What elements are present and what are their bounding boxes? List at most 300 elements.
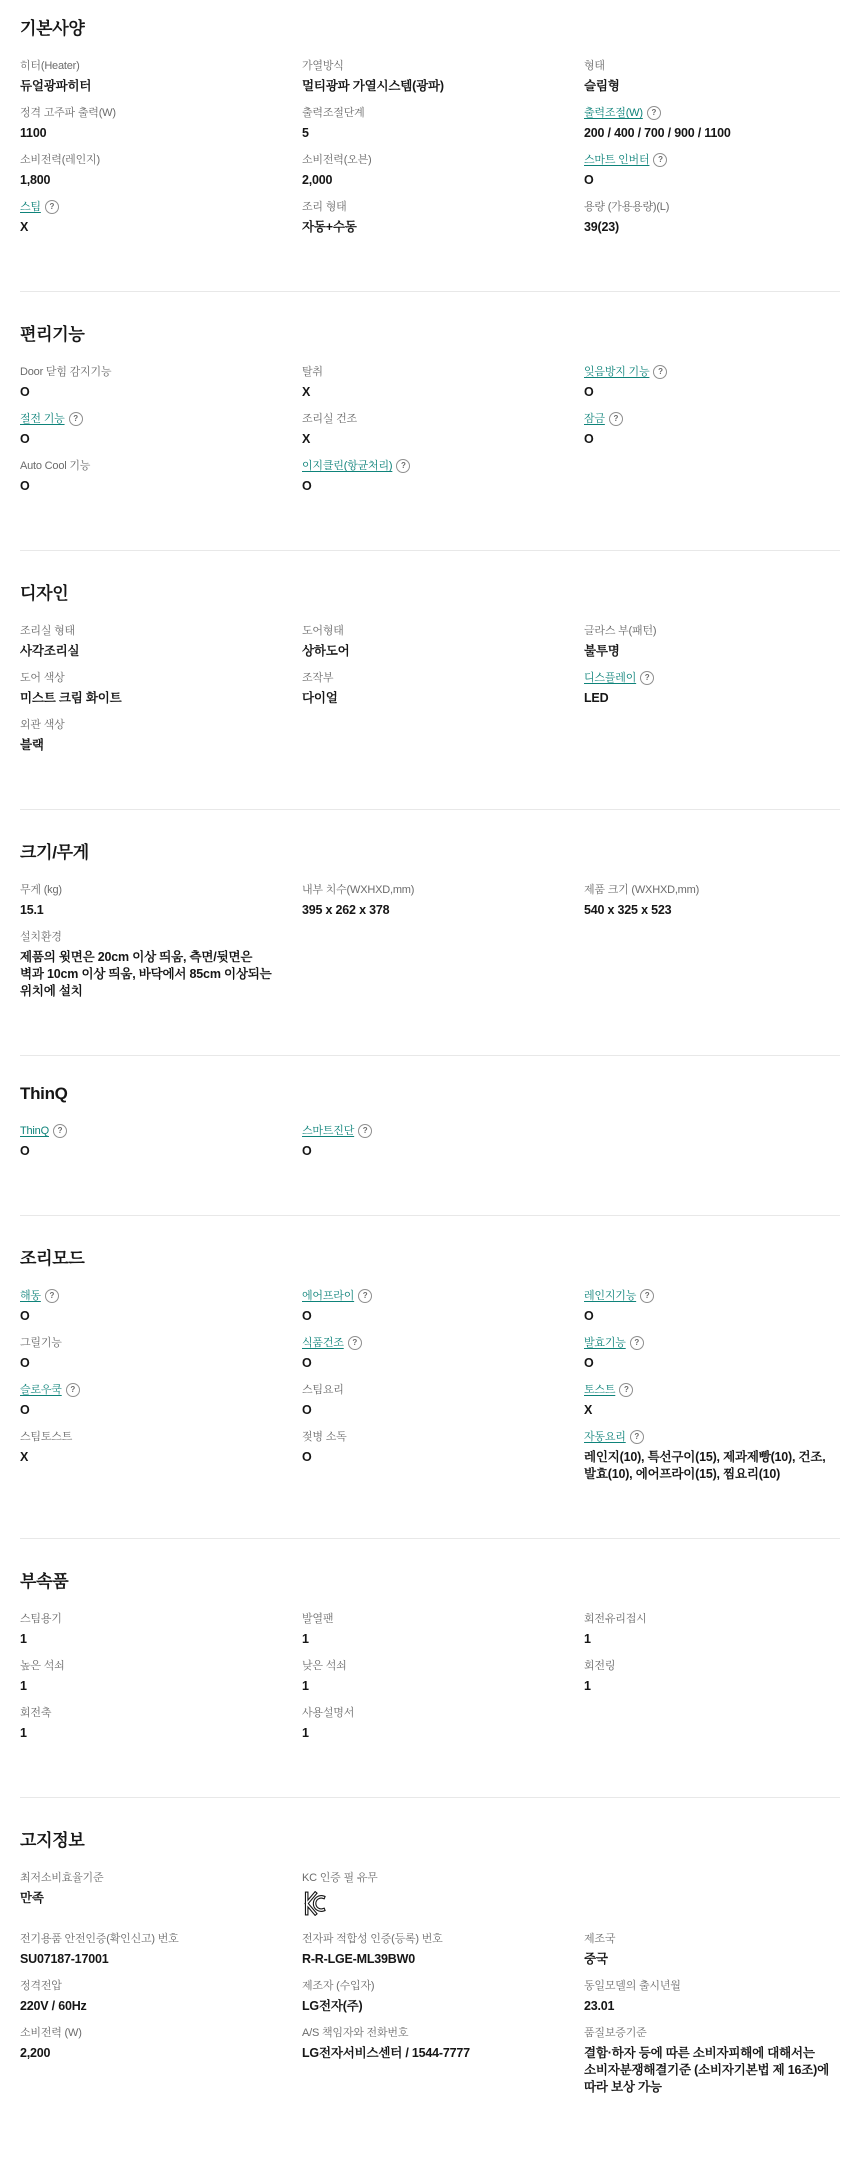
spec-value: X	[302, 432, 311, 446]
spec-value: O	[584, 1309, 594, 1323]
spec-label-line	[584, 1383, 840, 1398]
spec-label-line	[20, 624, 276, 639]
spec-cell	[302, 1979, 558, 2015]
spec-row	[20, 930, 840, 1000]
spec-value: 블랙	[20, 738, 44, 752]
spec-value: 레인지(10), 특선구이(15), 제과제빵(10), 건조, 발효(10), 에어프라이(15), 찜요리(10)	[584, 1450, 826, 1481]
spec-value: 1	[302, 1726, 309, 1740]
spec-label: 발열팬	[302, 1613, 334, 1625]
spec-label: 회전축	[20, 1707, 52, 1719]
spec-term-link[interactable]: 식품건조	[302, 1337, 344, 1349]
spec-cell	[584, 671, 840, 707]
section-accessories	[20, 1538, 840, 1797]
spec-cell	[302, 1430, 558, 1483]
spec-term-link[interactable]: 절전 기능	[20, 413, 65, 425]
spec-row	[20, 459, 840, 495]
spec-label-line	[302, 365, 558, 380]
spec-label-line	[20, 106, 276, 121]
spec-label-line	[302, 459, 558, 474]
spec-term-link[interactable]: 스마트진단	[302, 1125, 355, 1137]
spec-row	[20, 1706, 840, 1742]
spec-label-line	[20, 1979, 276, 1994]
spec-label-line	[302, 1612, 558, 1627]
spec-label-line	[584, 1979, 840, 1994]
spec-label: 무게 (kg)	[20, 884, 62, 896]
section-title: 디자인	[20, 584, 69, 603]
spec-label-line	[584, 2026, 840, 2041]
section-size-weight	[20, 809, 840, 1055]
spec-term-link[interactable]: 스마트 인버터	[584, 154, 650, 166]
spec-term-link[interactable]: 이지클린(항균처리)	[302, 460, 393, 472]
spec-cell	[584, 1430, 840, 1483]
spec-term-link[interactable]: 스팀	[20, 201, 41, 213]
spec-cell	[302, 1336, 558, 1372]
spec-value: O	[584, 385, 594, 399]
spec-value: O	[20, 479, 30, 493]
spec-cell	[584, 1336, 840, 1372]
spec-label: 제조국	[584, 1933, 616, 1945]
section-title: ThinQ	[20, 1084, 68, 1103]
spec-label-line	[302, 1871, 558, 1886]
spec-label-line	[20, 671, 276, 686]
spec-label: 형태	[584, 60, 605, 72]
spec-cell	[302, 1659, 558, 1695]
spec-row	[20, 365, 840, 401]
spec-value: 결함·하자 등에 따른 소비자피해에 대해서는 소비자분쟁해결기준 (소비자기본법 제 16조)에 따라 보상 가능	[584, 2046, 829, 2094]
spec-label: 탈취	[302, 366, 323, 378]
help-icon[interactable]: ?	[45, 1289, 59, 1303]
spec-label: 그릴기능	[20, 1337, 62, 1349]
spec-cell	[302, 412, 558, 448]
spec-label-line	[584, 106, 840, 121]
help-icon[interactable]: ?	[640, 671, 654, 685]
spec-cell	[20, 59, 276, 95]
spec-value: 1100	[20, 126, 47, 140]
spec-cell	[20, 930, 276, 1000]
spec-label-line	[302, 153, 558, 168]
spec-cell	[20, 883, 276, 919]
spec-label: 제품 크기 (WXHXD,mm)	[584, 884, 700, 896]
section-title: 조리모드	[20, 1249, 85, 1268]
section-notice-info	[20, 1797, 840, 2151]
spec-label: 전자파 적합성 인증(등록) 번호	[302, 1933, 443, 1945]
spec-value: X	[20, 220, 29, 234]
spec-cell	[20, 718, 276, 754]
spec-cell	[584, 153, 840, 189]
spec-label: 전기용품 안전인증(확인신고) 번호	[20, 1933, 179, 1945]
spec-label: KC 인증 필 유무	[302, 1872, 378, 1884]
spec-cell	[584, 200, 840, 236]
spec-term-link[interactable]: 토스트	[584, 1384, 616, 1396]
spec-value: X	[584, 1403, 593, 1417]
spec-row	[20, 624, 840, 660]
spec-label-line	[584, 624, 840, 639]
spec-value: 1	[584, 1632, 591, 1646]
spec-cell	[302, 153, 558, 189]
spec-value: 제품의 윗면은 20cm 이상 띄움, 측면/뒷면은 벽과 10cm 이상 띄움, 바닥에서 85cm 이상되는 위치에 설치	[20, 950, 272, 998]
spec-cell	[20, 671, 276, 707]
help-icon[interactable]: ?	[653, 365, 667, 379]
spec-label: 조작부	[302, 672, 334, 684]
spec-value: R-R-LGE-ML39BW0	[302, 1952, 415, 1966]
spec-cell	[302, 1932, 558, 1968]
spec-label: 젖병 소독	[302, 1431, 347, 1443]
spec-value: 5	[302, 126, 309, 140]
spec-cell	[20, 1932, 276, 1968]
spec-row	[20, 200, 840, 236]
spec-value: O	[20, 432, 30, 446]
section-title: 크기/무게	[20, 843, 89, 862]
spec-cell	[302, 1612, 558, 1648]
spec-label-line	[584, 1612, 840, 1627]
spec-label-line	[302, 1289, 558, 1304]
spec-value: O	[20, 385, 30, 399]
spec-label: 품질보증기준	[584, 2027, 647, 2039]
spec-label-line	[20, 718, 276, 733]
spec-cell	[302, 2026, 558, 2096]
help-icon[interactable]: ?	[358, 1124, 372, 1138]
spec-label: Door 닫힘 감지기능	[20, 366, 112, 378]
spec-label-line	[20, 59, 276, 74]
spec-value: SU07187-17001	[20, 1952, 109, 1966]
spec-row	[20, 1336, 840, 1372]
spec-value: 1	[302, 1632, 309, 1646]
help-icon[interactable]: ?	[396, 459, 410, 473]
spec-term-link[interactable]: 레인지기능	[584, 1290, 637, 1302]
spec-label: 높은 석쇠	[20, 1660, 65, 1672]
spec-value: 1,800	[20, 173, 51, 187]
spec-label: 히터(Heater)	[20, 60, 80, 72]
help-icon[interactable]: ?	[640, 1289, 654, 1303]
spec-term-link[interactable]: ThinQ	[20, 1125, 49, 1137]
spec-cell	[20, 153, 276, 189]
spec-label: 제조자 (수입자)	[302, 1980, 375, 1992]
spec-label-line	[584, 200, 840, 215]
spec-value: LG전자서비스센터 / 1544-7777	[302, 2046, 470, 2060]
spec-value: 220V / 60Hz	[20, 1999, 87, 2013]
spec-term-link[interactable]: 잠금	[584, 413, 605, 425]
section-thinq	[20, 1055, 840, 1215]
spec-label-line	[302, 1706, 558, 1721]
spec-label: 설치환경	[20, 931, 62, 943]
spec-term-link[interactable]: 에어프라이	[302, 1290, 355, 1302]
spec-value: O	[302, 1144, 312, 1158]
spec-value: O	[20, 1144, 30, 1158]
spec-label: 동일모델의 출시년월	[584, 1980, 681, 1992]
kc-certification-mark	[302, 1891, 327, 1916]
spec-label-line	[584, 1430, 840, 1445]
spec-value: 자동+수동	[302, 220, 357, 234]
spec-label: 회전링	[584, 1660, 616, 1672]
spec-row	[20, 1430, 840, 1483]
spec-cell	[302, 1383, 558, 1419]
help-icon[interactable]: ?	[619, 1383, 633, 1397]
spec-label: 스팀요리	[302, 1384, 344, 1396]
spec-row	[20, 1659, 840, 1695]
spec-value: O	[20, 1309, 30, 1323]
spec-row	[20, 883, 840, 919]
help-icon[interactable]: ?	[69, 412, 83, 426]
spec-label: 사용설명서	[302, 1707, 355, 1719]
section-title: 고지정보	[20, 1831, 85, 1850]
help-icon[interactable]: ?	[358, 1289, 372, 1303]
spec-row	[20, 153, 840, 189]
spec-label-line	[20, 1932, 276, 1947]
spec-term-link[interactable]: 출력조절(W)	[584, 107, 643, 119]
spec-label-line	[20, 930, 276, 945]
spec-label-line	[20, 1706, 276, 1721]
spec-cell	[584, 59, 840, 95]
spec-value: 1	[20, 1726, 27, 1740]
spec-row	[20, 1871, 840, 1921]
spec-label-line	[20, 883, 276, 898]
spec-value: LED	[584, 691, 609, 705]
spec-value: 다이얼	[302, 691, 338, 705]
help-icon[interactable]: ?	[53, 1124, 67, 1138]
spec-label: 도어형태	[302, 625, 344, 637]
spec-value: O	[20, 1403, 30, 1417]
spec-value: 상하도어	[302, 644, 350, 658]
spec-label: 외관 색상	[20, 719, 65, 731]
spec-value: O	[302, 479, 312, 493]
help-icon[interactable]: ?	[66, 1383, 80, 1397]
spec-label: A/S 책임자와 전화번호	[302, 2027, 409, 2039]
spec-cell	[584, 1659, 840, 1695]
help-icon[interactable]: ?	[45, 200, 59, 214]
spec-term-link[interactable]: 슬로우쿡	[20, 1384, 62, 1396]
spec-label: 스팀용기	[20, 1613, 62, 1625]
spec-row	[20, 1383, 840, 1419]
spec-label-line	[584, 671, 840, 686]
spec-term-link[interactable]: 잊음방지 기능	[584, 366, 650, 378]
spec-label-line	[302, 1336, 558, 1351]
spec-label: 소비전력(오븐)	[302, 154, 372, 166]
spec-label: 소비전력(레인지)	[20, 154, 100, 166]
spec-term-link[interactable]: 자동요리	[584, 1431, 626, 1443]
spec-cell	[20, 1124, 276, 1160]
spec-row	[20, 412, 840, 448]
spec-label: 정격 고주파 출력(W)	[20, 107, 116, 119]
spec-label: 용량 (가용용량)(L)	[584, 201, 670, 213]
spec-label-line	[20, 365, 276, 380]
spec-value: 사각조리실	[20, 644, 80, 658]
spec-label-line	[20, 1289, 276, 1304]
spec-label-line	[584, 153, 840, 168]
spec-value: 540 x 325 x 523	[584, 903, 672, 917]
spec-value: X	[20, 1450, 29, 1464]
spec-value: O	[302, 1309, 312, 1323]
spec-cell	[20, 1430, 276, 1483]
spec-row	[20, 59, 840, 95]
spec-cell	[302, 459, 558, 495]
spec-value: 미스트 크림 화이트	[20, 691, 122, 705]
spec-cell	[20, 1336, 276, 1372]
spec-label: 최저소비효율기준	[20, 1872, 104, 1884]
spec-value: O	[302, 1356, 312, 1370]
spec-value: 23.01	[584, 1999, 615, 2013]
help-icon[interactable]: ?	[630, 1336, 644, 1350]
spec-cell	[302, 1124, 558, 1160]
spec-label-line	[20, 153, 276, 168]
spec-label-line	[584, 412, 840, 427]
spec-cell	[584, 365, 840, 401]
spec-row	[20, 1932, 840, 1968]
spec-label-line	[20, 1383, 276, 1398]
spec-label-line	[20, 200, 276, 215]
spec-cell	[302, 200, 558, 236]
spec-value: 395 x 262 x 378	[302, 903, 390, 917]
spec-label-line	[20, 412, 276, 427]
spec-label: 내부 치수(WXHXD,mm)	[302, 884, 415, 896]
spec-value: 1	[584, 1679, 591, 1693]
spec-cell	[302, 624, 558, 660]
spec-value: 2,000	[302, 173, 333, 187]
section-title: 부속품	[20, 1572, 69, 1591]
spec-cell	[302, 106, 558, 142]
spec-label-line	[302, 883, 558, 898]
spec-label-line	[584, 883, 840, 898]
spec-label: 회전유리접시	[584, 1613, 647, 1625]
spec-label-line	[302, 1124, 558, 1139]
spec-cell	[584, 1612, 840, 1648]
spec-cell	[20, 2026, 276, 2096]
spec-label-line	[584, 1932, 840, 1947]
spec-label-line	[20, 1124, 276, 1139]
spec-label-line	[302, 1383, 558, 1398]
spec-label-line	[584, 59, 840, 74]
spec-value: 200 / 400 / 700 / 900 / 1100	[584, 126, 731, 140]
spec-row	[20, 106, 840, 142]
section-cooking-modes	[20, 1215, 840, 1538]
spec-label-line	[20, 459, 276, 474]
spec-cell	[584, 106, 840, 142]
section-design	[20, 550, 840, 809]
spec-row	[20, 1289, 840, 1325]
spec-label-line	[302, 624, 558, 639]
spec-value: 불투명	[584, 644, 620, 658]
spec-cell	[584, 2026, 840, 2096]
spec-value: 1	[302, 1679, 309, 1693]
spec-cell	[20, 1289, 276, 1325]
spec-label-line	[302, 1979, 558, 1994]
spec-cell	[20, 365, 276, 401]
spec-label: 출력조절단계	[302, 107, 365, 119]
spec-cell	[20, 459, 276, 495]
spec-cell	[20, 1659, 276, 1695]
spec-label-line	[584, 1659, 840, 1674]
spec-label: 스팀토스트	[20, 1431, 73, 1443]
spec-value: 1	[20, 1679, 27, 1693]
spec-label-line	[20, 1659, 276, 1674]
spec-cell	[584, 1979, 840, 2015]
spec-cell	[302, 671, 558, 707]
spec-cell	[20, 1871, 276, 1921]
spec-row	[20, 671, 840, 707]
spec-cell	[20, 1383, 276, 1419]
help-icon[interactable]: ?	[348, 1336, 362, 1350]
spec-term-link[interactable]: 디스플레이	[584, 672, 637, 684]
spec-value: X	[302, 385, 311, 399]
help-icon[interactable]: ?	[647, 106, 661, 120]
spec-value: 듀얼광파히터	[20, 79, 92, 93]
spec-value: 중국	[584, 1952, 608, 1966]
spec-cell	[302, 1871, 558, 1921]
spec-label: 낮은 석쇠	[302, 1660, 347, 1672]
spec-cell	[302, 883, 558, 919]
spec-cell	[302, 59, 558, 95]
spec-cell	[584, 1289, 840, 1325]
help-icon[interactable]: ?	[630, 1430, 644, 1444]
spec-cell	[20, 200, 276, 236]
spec-value: O	[584, 173, 594, 187]
spec-label: 소비전력 (W)	[20, 2027, 82, 2039]
help-icon[interactable]: ?	[609, 412, 623, 426]
section-title: 기본사양	[20, 19, 85, 38]
spec-label: 조리실 건조	[302, 413, 357, 425]
spec-label-line	[20, 1612, 276, 1627]
spec-value: 2,200	[20, 2046, 51, 2060]
spec-label-line	[302, 106, 558, 121]
spec-label: 가열방식	[302, 60, 344, 72]
spec-row	[20, 1979, 840, 2015]
spec-cell	[584, 412, 840, 448]
spec-label-line	[302, 1659, 558, 1674]
spec-row	[20, 718, 840, 754]
spec-label: 정격전압	[20, 1980, 62, 1992]
help-icon[interactable]: ?	[653, 153, 667, 167]
spec-cell	[20, 1612, 276, 1648]
spec-label: 글라스 부(패턴)	[584, 625, 657, 637]
spec-value: O	[302, 1450, 312, 1464]
spec-label-line	[584, 365, 840, 380]
section-basic-specs	[20, 2, 840, 291]
spec-label-line	[302, 59, 558, 74]
spec-label-line	[302, 1430, 558, 1445]
spec-cell	[302, 365, 558, 401]
spec-cell	[20, 1706, 276, 1742]
spec-label: 조리실 형태	[20, 625, 75, 637]
spec-label-line	[302, 2026, 558, 2041]
spec-cell	[584, 883, 840, 919]
spec-value: O	[302, 1403, 312, 1417]
spec-label-line	[20, 1430, 276, 1445]
spec-cell	[20, 624, 276, 660]
spec-cell	[584, 1932, 840, 1968]
spec-row	[20, 1124, 840, 1160]
spec-cell	[584, 1383, 840, 1419]
spec-cell	[302, 1289, 558, 1325]
spec-label-line	[584, 1336, 840, 1351]
spec-value: LG전자(주)	[302, 1999, 363, 2013]
spec-term-link[interactable]: 발효기능	[584, 1337, 626, 1349]
spec-value: O	[20, 1356, 30, 1370]
spec-term-link[interactable]: 해동	[20, 1290, 41, 1302]
spec-label-line	[20, 1336, 276, 1351]
spec-value: 만족	[20, 1891, 44, 1905]
spec-value: 슬림형	[584, 79, 620, 93]
spec-label: 도어 색상	[20, 672, 65, 684]
spec-value: O	[584, 1356, 594, 1370]
spec-value: 15.1	[20, 903, 44, 917]
spec-label-line	[20, 1871, 276, 1886]
spec-row	[20, 1612, 840, 1648]
spec-value: 1	[20, 1632, 27, 1646]
spec-cell	[20, 106, 276, 142]
spec-label-line	[302, 671, 558, 686]
spec-cell	[584, 624, 840, 660]
spec-value: O	[584, 432, 594, 446]
spec-label: Auto Cool 기능	[20, 460, 91, 472]
